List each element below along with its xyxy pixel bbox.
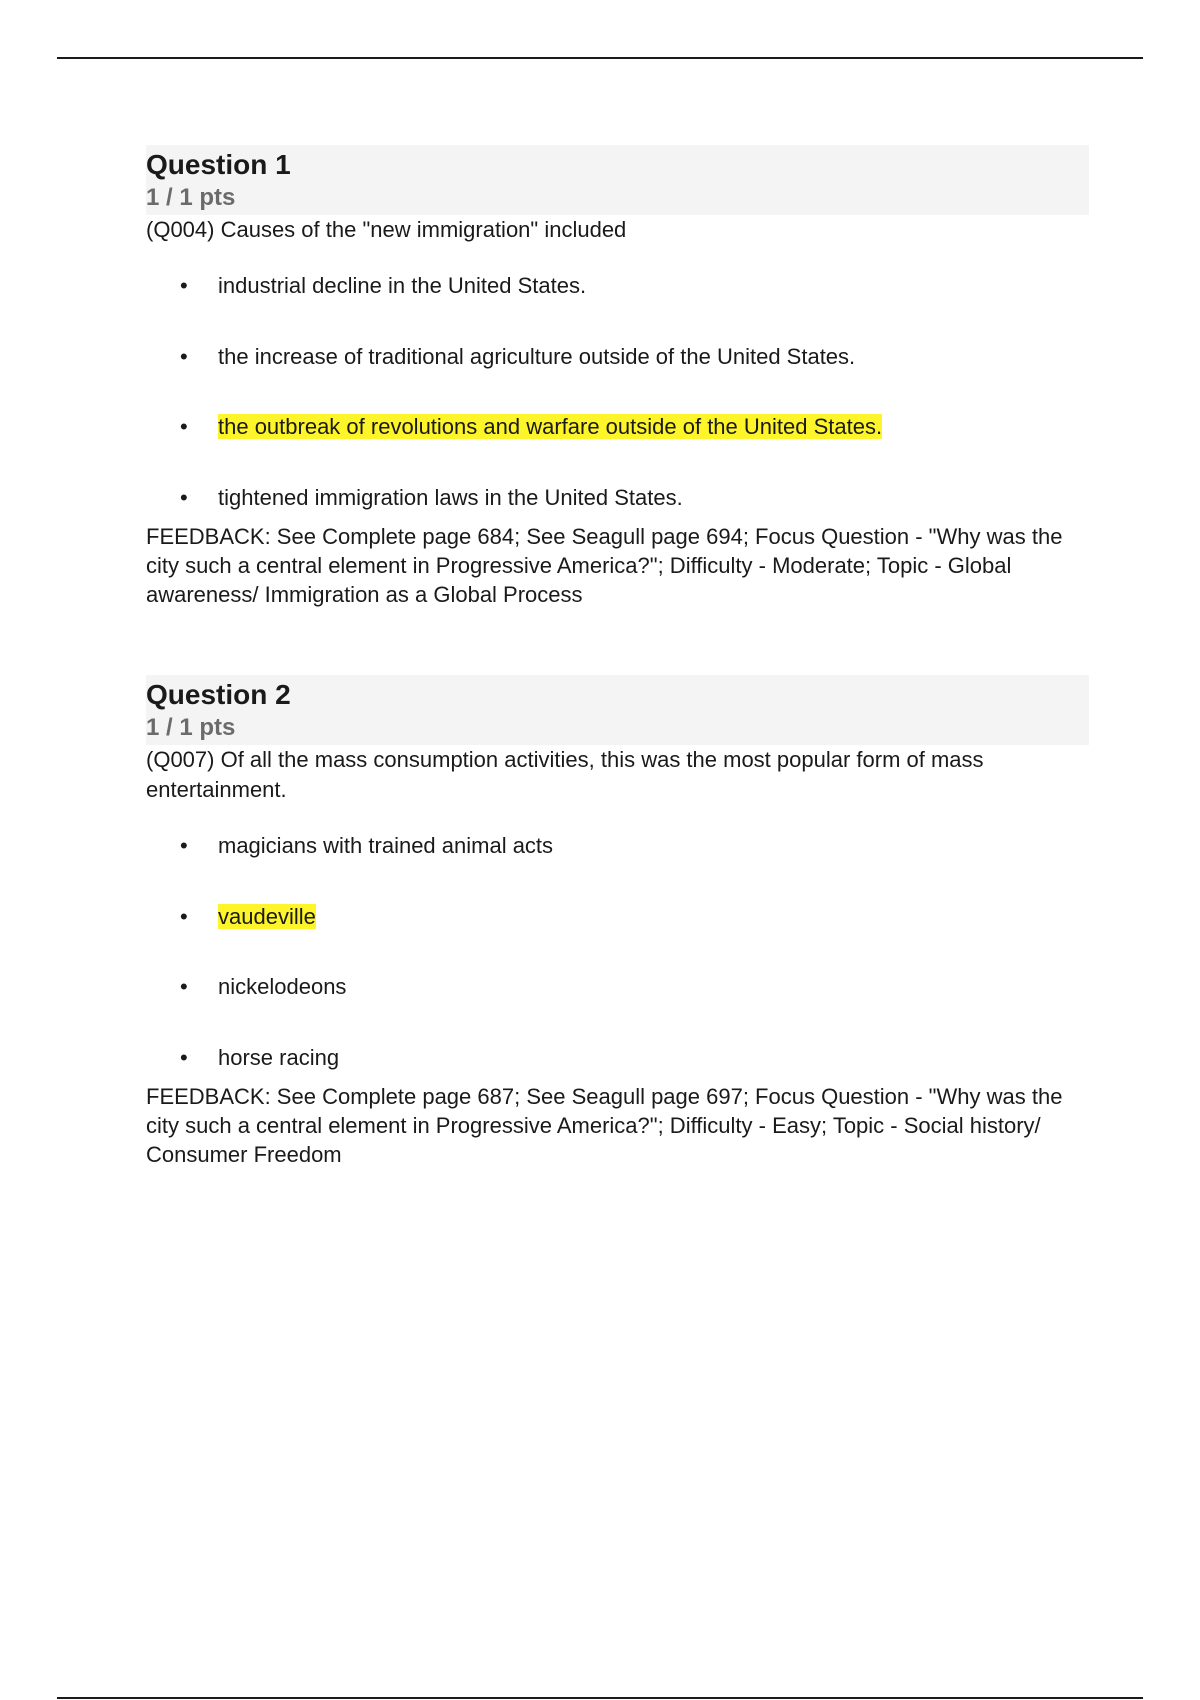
answer-label: magicians with trained animal acts bbox=[218, 833, 554, 858]
question-title: Question 2 bbox=[146, 679, 291, 710]
question-points: 1 / 1 pts bbox=[146, 714, 236, 741]
question-1 bbox=[146, 145, 1089, 609]
answer-option-correct bbox=[146, 412, 1089, 442]
question-points: 1 / 1 pts bbox=[146, 184, 236, 211]
bullet-icon: • bbox=[180, 903, 188, 929]
answer-label: tightened immigration laws in the United States. bbox=[218, 484, 683, 510]
bullet-icon: • bbox=[180, 1044, 188, 1070]
feedback-text: FEEDBACK: See Complete page 684; See Seagull page 694; Focus Question - "Why was the city such a central element in Progressive America?"; Difficulty - Moderate; Topic - Global awareness/ Immigration as a Global Process bbox=[146, 523, 1063, 607]
question-title: Question 1 bbox=[146, 149, 291, 180]
answer-list bbox=[146, 271, 1089, 513]
answer-label: industrial decline in the United States. bbox=[218, 273, 587, 298]
bullet-icon: • bbox=[180, 273, 188, 298]
answer-label-highlighted: vaudeville bbox=[218, 903, 316, 929]
answer-label-highlighted: the outbreak of revolutions and warfare outside of the United States. bbox=[218, 414, 883, 439]
bullet-icon: • bbox=[180, 833, 188, 858]
top-rule bbox=[57, 57, 1143, 59]
question-header bbox=[146, 675, 1089, 745]
question-text: (Q004) Causes of the "new immigration" included bbox=[146, 217, 627, 242]
answer-option bbox=[146, 831, 1089, 861]
answer-option bbox=[146, 972, 1089, 1002]
question-2 bbox=[146, 675, 1089, 1169]
answer-option bbox=[146, 271, 1089, 301]
answer-label: the increase of traditional agriculture outside of the United States. bbox=[218, 343, 856, 369]
bullet-icon: • bbox=[180, 414, 188, 439]
answer-option-correct bbox=[146, 902, 1089, 932]
bullet-icon: • bbox=[180, 343, 188, 369]
question-text: (Q007) Of all the mass consumption activities, this was the most popular form of mass entertainment. bbox=[146, 747, 984, 802]
bullet-icon: • bbox=[180, 974, 188, 999]
answer-option bbox=[146, 1043, 1089, 1073]
question-header bbox=[146, 145, 1089, 215]
answer-option bbox=[146, 483, 1089, 513]
answer-option bbox=[146, 342, 1089, 372]
answer-label: nickelodeons bbox=[218, 974, 347, 999]
bullet-icon: • bbox=[180, 484, 188, 510]
answer-list bbox=[146, 831, 1089, 1073]
answer-label: horse racing bbox=[218, 1044, 340, 1070]
feedback-text: FEEDBACK: See Complete page 687; See Seagull page 697; Focus Question - "Why was the city such a central element in Progressive America?"; Difficulty - Easy; Topic - Social history/ Consumer Freedom bbox=[146, 1083, 1063, 1167]
bottom-rule bbox=[57, 1697, 1143, 1699]
